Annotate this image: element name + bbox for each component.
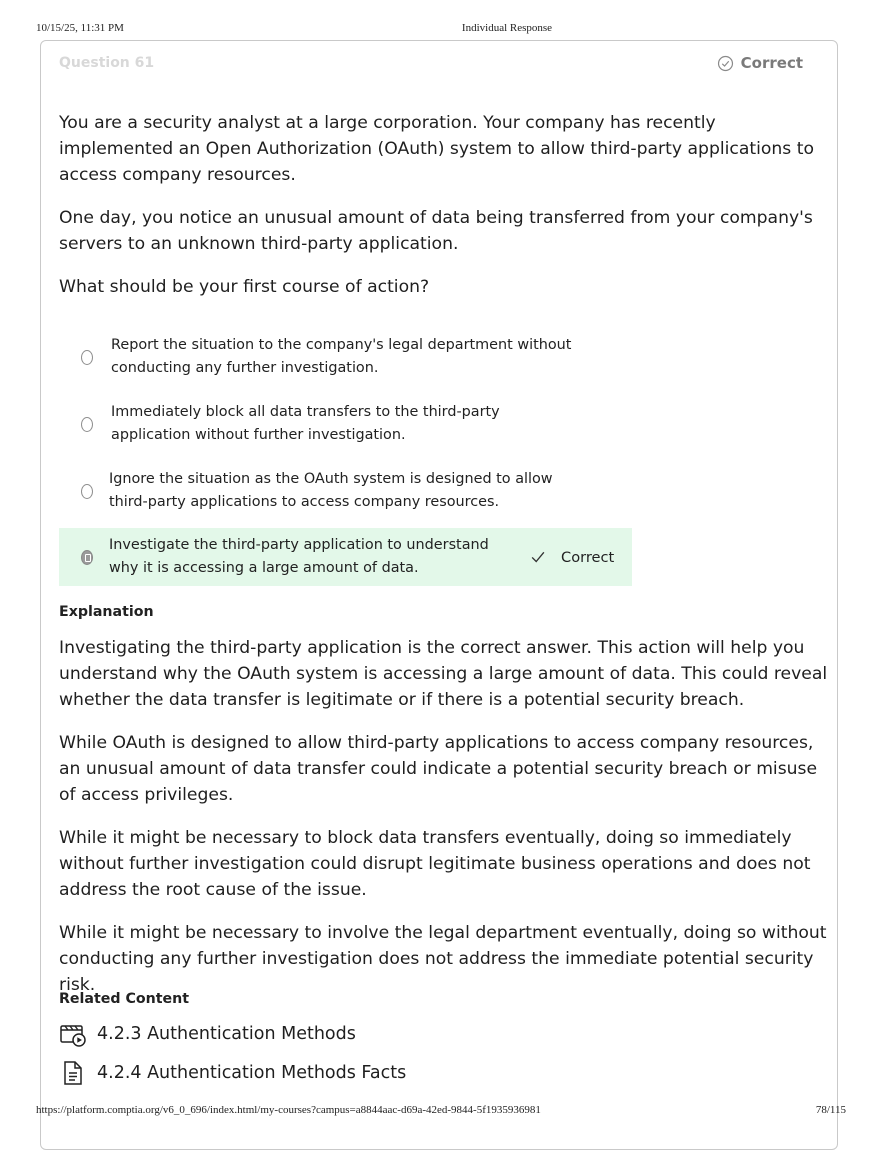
print-url: https://platform.comptia.org/v6_0_696/index.html/my-courses?campus=a8844aac-d69a-42ed-9844-5f1935936981 [36, 1104, 541, 1116]
radio-button[interactable] [81, 350, 93, 365]
radio-button[interactable] [81, 484, 93, 499]
video-icon [59, 1020, 87, 1048]
check-icon [529, 548, 547, 566]
explanation-paragraph: While OAuth is designed to allow third-party applications to access company resources, an unusual amount of data transfer could indicate a potential security breach or misuse of access privileges. [59, 733, 818, 805]
question-card [40, 40, 838, 1150]
document-icon [59, 1059, 87, 1087]
answer-option[interactable] [59, 395, 632, 453]
print-datetime: 10/15/25, 11:31 PM [36, 22, 124, 34]
prompt-paragraph: You are a security analyst at a large corporation. Your company has recently implemented an Open Authorization (OAuth) system to allow third-party applications to access company resources. [59, 113, 814, 185]
explanation-paragraph: Investigating the third-party application is the correct answer. This action will help you understand why the OAuth system is accessing a large amount of data. This could reveal whether the data transfer is legitimate or if there is a potential security breach. [59, 638, 828, 710]
answer-option-text: Report the situation to the company's legal department without conducting any further investigation. [111, 337, 572, 376]
print-page-number: 78/115 [815, 1104, 846, 1116]
question-number: Question 61 [59, 55, 155, 71]
answer-option[interactable] [59, 328, 632, 386]
explanation-heading: Explanation [59, 604, 154, 620]
related-link-document[interactable] [59, 1059, 406, 1087]
correct-badge [529, 548, 614, 566]
radio-button[interactable] [81, 417, 93, 432]
check-circle-icon [717, 55, 734, 72]
correct-badge-label: Correct [561, 548, 615, 566]
explanation-paragraph: While it might be necessary to involve the legal department eventually, doing so without conducting any further investigation does not address the immediate potential security risk. [59, 923, 827, 995]
explanation-paragraph: While it might be necessary to block data transfers eventually, doing so immediately without further investigation could disrupt legitimate business operations and does not address the root cause of the issue. [59, 828, 811, 900]
related-link-video[interactable] [59, 1020, 356, 1048]
question-status [717, 54, 803, 72]
prompt-paragraph: One day, you notice an unusual amount of data being transferred from your company's servers to an unknown third-party application. [59, 208, 813, 254]
question-status-label: Correct [740, 54, 803, 72]
answer-option-text: Investigate the third-party application to understand why it is accessing a large amount of data. [109, 537, 489, 576]
answer-option-correct[interactable] [59, 528, 632, 586]
print-title: Individual Response [461, 22, 553, 34]
related-content-heading: Related Content [59, 991, 190, 1007]
answer-option-text: Immediately block all data transfers to the third-party application without further investigation. [111, 404, 500, 443]
answer-option-text: Ignore the situation as the OAuth system is designed to allow third-party applications to access company resources. [109, 471, 553, 510]
prompt-question: What should be your first course of action? [59, 277, 430, 297]
related-link-label: 4.2.4 Authentication Methods Facts [97, 1063, 407, 1083]
answer-option[interactable] [59, 462, 632, 520]
radio-button-selected[interactable] [81, 550, 93, 565]
related-link-label: 4.2.3 Authentication Methods [97, 1024, 356, 1044]
